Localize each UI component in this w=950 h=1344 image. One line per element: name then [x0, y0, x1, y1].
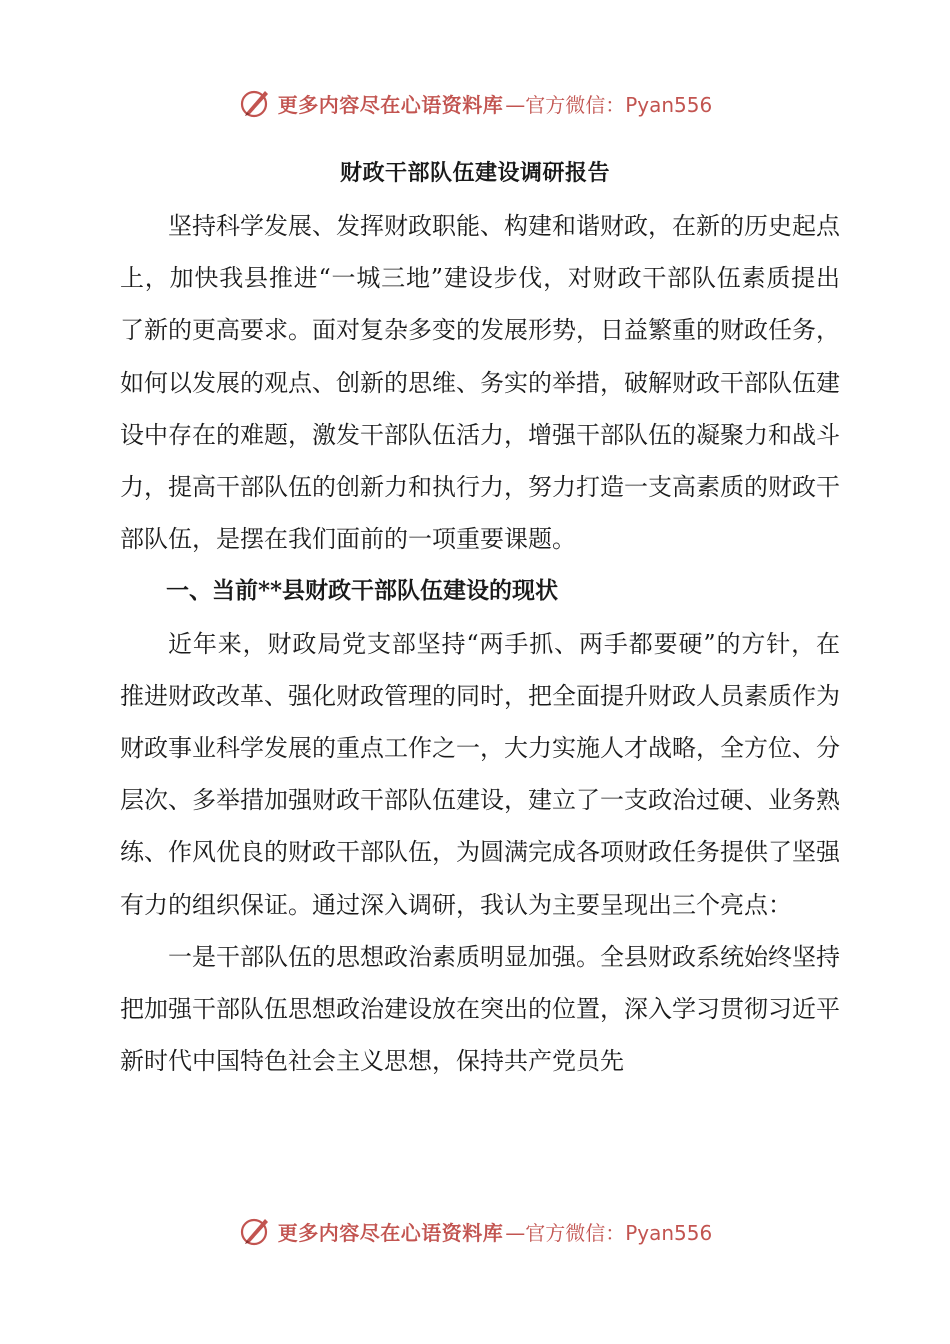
pen-quill-icon — [238, 85, 274, 121]
paragraph-intro: 坚持科学发展、发挥财政职能、构建和谐财政，在新的历史起点上，加快我县推进“一城三地”建设步伐，对财政干部队伍素质提出了新的更高要求。面对复杂多变的发展形势，日益繁重的财政任务，如何以发展的观点、创新的思维、务实的举措，破解财政干部队伍建设中存在的难题，激发干部队伍活力，增强干部队伍的凝聚力和战斗力，提高干部队伍的创新力和执行力，努力打造一支高素质的财政干部队伍，是摆在我们面前的一项重要课题。 — [120, 212, 840, 554]
watermark-official: —官方微信：Pyan556 — [505, 1220, 713, 1245]
watermark-brand: 更多内容尽在心语资料库 — [277, 1220, 504, 1245]
watermark-banner-top — [0, 83, 950, 123]
watermark-brand: 更多内容尽在心语资料库 — [277, 92, 504, 117]
watermark-official: —官方微信：Pyan556 — [505, 92, 713, 117]
section-heading: 一、当前**县财政干部队伍建设的现状 — [166, 577, 559, 605]
watermark-banner-bottom — [0, 1211, 950, 1251]
document-body — [120, 200, 840, 1087]
paragraph-point-one: 一是干部队伍的思想政治素质明显加强。全县财政系统始终坚持把加强干部队伍思想政治建设放在突出的位置，深入学习贯彻习近平新时代中国特色社会主义思想，保持共产党员先 — [120, 942, 840, 1076]
pen-quill-icon — [238, 1213, 274, 1249]
paragraph-status: 近年来，财政局党支部坚持“两手抓、两手都要硬”的方针，在推进财政改革、强化财政管理的同时，把全面提升财政人员素质作为财政事业科学发展的重点工作之一，大力实施人才战略，全方位、分层次、多举措加强财政干部队伍建设，建立了一支政治过硬、业务熟练、作风优良的财政干部队伍，为圆满完成各项财政任务提供了坚强有力的组织保证。通过深入调研，我认为主要呈现出三个亮点： — [120, 629, 840, 919]
document-title: 财政干部队伍建设调研报告 — [339, 160, 610, 186]
